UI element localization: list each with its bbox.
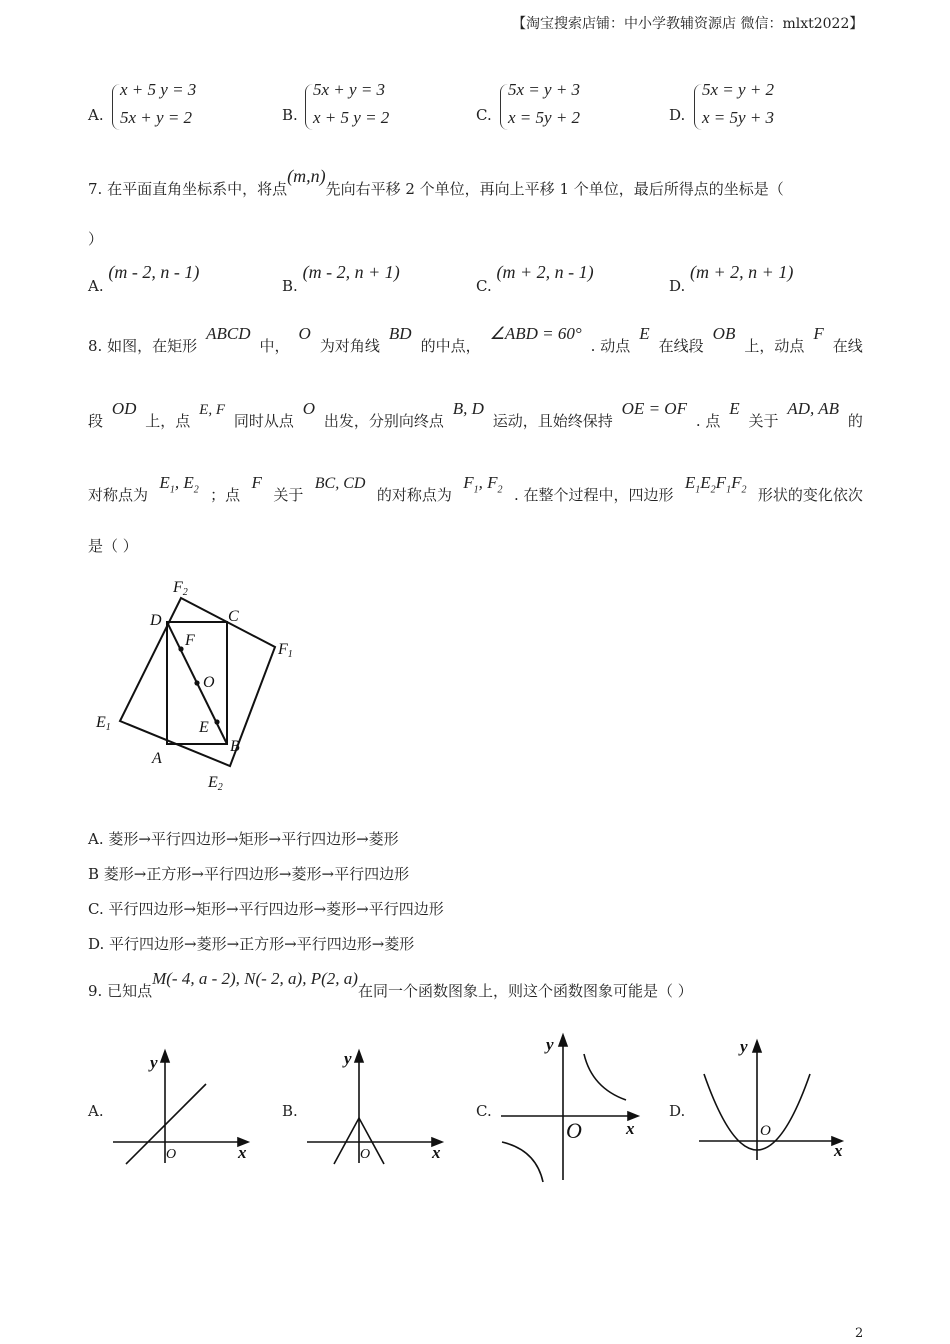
text: 在线段 [658, 337, 704, 355]
subscript: 1 [473, 484, 479, 496]
equation-2: x + 5 y = 2 [313, 108, 390, 127]
q9-stem [88, 969, 693, 1001]
text: . 动点 [590, 337, 631, 355]
equation-2: x = 5y + 3 [702, 108, 775, 127]
hyperbola-branch-1 [584, 1054, 626, 1100]
x-label: x [432, 1143, 441, 1162]
q9-graph-c-label: C. [476, 1102, 492, 1120]
q7-stem [88, 166, 784, 199]
math [159, 473, 198, 495]
q7-option-c [476, 262, 594, 295]
origin-label: O [566, 1118, 582, 1143]
option-label: D. [669, 277, 686, 295]
q9-graph-b-label: B. [282, 1102, 298, 1120]
label-a: A [152, 750, 162, 767]
text: 8. 如图，在矩形 [88, 337, 198, 355]
label-b: B [230, 738, 240, 755]
math: AD, AB [787, 399, 839, 418]
math-part: F [715, 473, 727, 492]
label-f: F [185, 632, 195, 649]
subscript: 1 [169, 484, 175, 496]
y-arrow-icon [753, 1041, 761, 1052]
text: 上，动点 [744, 337, 805, 355]
brace-icon [305, 84, 313, 130]
math: O [298, 324, 311, 343]
text: 在线 [832, 337, 863, 355]
math: E [729, 399, 740, 418]
option-label: B. [282, 277, 298, 295]
q9-graph-d-label: D. [669, 1102, 686, 1120]
q9-graph-b [302, 1048, 452, 1168]
math [685, 473, 747, 495]
text: 段 [88, 412, 104, 430]
y-arrow-icon [161, 1051, 169, 1062]
text: . 在整个过程中，四边形 [513, 486, 674, 504]
q9-graph-d [694, 1036, 854, 1166]
math: F [813, 324, 824, 343]
page-number: 2 [855, 1326, 864, 1341]
q8-line-1 [88, 324, 863, 356]
text: 关于 [273, 486, 304, 504]
brace-icon [694, 84, 702, 130]
q7-option-b [282, 262, 400, 295]
math: B, D [452, 399, 484, 418]
option-label: C. [476, 106, 492, 124]
math-part: E [159, 473, 170, 492]
text: 9. 已知点 [88, 982, 153, 1000]
q8-line-2 [88, 399, 863, 431]
option-value: (m + 2, n - 1) [496, 262, 594, 282]
text: 为对角线 [319, 337, 380, 355]
subscript: 2 [193, 484, 199, 496]
q8-option-d: D. 平行四边形→菱形→正方形→平行四边形→菱形 [88, 935, 415, 953]
q8-option-c: C. 平行四边形→矩形→平行四边形→菱形→平行四边形 [88, 900, 444, 918]
q8-line-3 [88, 473, 863, 507]
q7-option-d [669, 262, 794, 295]
q8-figure [90, 570, 310, 800]
label-d: D [150, 612, 162, 629]
y-label: y [150, 1053, 158, 1072]
y-arrow-icon [355, 1051, 363, 1062]
text: 对称点为 [88, 486, 149, 504]
y-label: y [344, 1049, 352, 1068]
point-o [194, 680, 199, 685]
label-e1: E1 [96, 714, 111, 733]
text: 的对称点为 [376, 486, 452, 504]
option-label: A. [88, 106, 104, 124]
x-label: x [238, 1143, 247, 1162]
equation-1: 5x = y + 3 [508, 80, 581, 99]
origin-label: O [360, 1147, 371, 1162]
q8-line-4: 是（ ） [88, 537, 138, 555]
text: ；点 [210, 486, 241, 504]
math: E, F [199, 402, 225, 418]
brace-icon [112, 84, 120, 130]
subscript: 1 [695, 484, 701, 496]
math-point: (m,n) [287, 166, 326, 186]
equation-2: x = 5y + 2 [508, 108, 581, 127]
math-part: E [684, 473, 696, 492]
option-label: D. [669, 106, 686, 124]
label-c: C [228, 608, 239, 625]
math: ABCD [206, 324, 251, 343]
text: 7. 在平面直角坐标系中，将点 [88, 180, 288, 198]
text: . 点 [695, 412, 721, 430]
q8-option-b: B 菱形→正方形→平行四边形→菱形→平行四边形 [88, 865, 410, 883]
y-label: y [546, 1035, 554, 1054]
text: 中， [259, 337, 290, 355]
math: BD [388, 324, 412, 343]
math: BC, CD [314, 475, 366, 492]
point-f [178, 646, 183, 651]
math-points: M(- 4, a - 2), N(- 2, a), P(2, a) [152, 969, 358, 988]
option-label: C. [476, 277, 492, 295]
y-label: y [740, 1037, 748, 1056]
math: O [302, 399, 316, 418]
q7-option-a [88, 262, 200, 295]
equation-2: 5x + y = 2 [120, 108, 193, 127]
equation-1: 5x = y + 2 [702, 80, 775, 99]
q7-stem-close: ） [88, 230, 104, 248]
label-e2: E2 [208, 774, 223, 793]
math: OD [111, 399, 137, 418]
math: F [251, 473, 262, 492]
math-part: E [700, 473, 711, 492]
subscript: 2 [710, 484, 716, 496]
q9-graph-c [496, 1030, 646, 1185]
point-e [214, 719, 219, 724]
text: 上，点 [145, 412, 191, 430]
label-f1: F1 [278, 641, 293, 660]
q9-graph-a [108, 1048, 258, 1168]
math-part: , E [174, 473, 194, 492]
math: ∠ABD = 60° [489, 324, 582, 343]
text: 同时从点 [233, 412, 294, 430]
math: OB [712, 324, 736, 343]
equation-1: x + 5 y = 3 [120, 80, 197, 99]
label-e: E [199, 719, 209, 736]
text: 出发，分别向终点 [323, 412, 444, 430]
option-value: (m - 2, n - 1) [108, 262, 200, 282]
subscript: 2 [741, 484, 747, 496]
text: 在同一个函数图象上，则这个函数图象可能是（ ） [357, 982, 693, 1000]
text: 形状的变化依次 [757, 486, 863, 504]
option-value: (m - 2, n + 1) [302, 262, 400, 282]
option-label: A. [88, 277, 104, 295]
origin-label: O [166, 1147, 177, 1162]
text: 的中点， [420, 337, 481, 355]
x-label: x [834, 1141, 843, 1160]
y-arrow-icon [559, 1035, 567, 1046]
math: E [639, 324, 650, 343]
text: 关于 [748, 412, 779, 430]
origin-label: O [760, 1123, 771, 1139]
x-label: x [626, 1119, 635, 1138]
equation-1: 5x + y = 3 [313, 80, 386, 99]
text: 先向右平移 2 个单位，再向上平移 1 个单位，最后所得点的坐标是（ [325, 180, 784, 198]
brace-icon [500, 84, 508, 130]
q8-option-a: A. 菱形→平行四边形→矩形→平行四边形→菱形 [88, 830, 399, 848]
math-part: F [731, 473, 742, 492]
math: OE = OF [621, 399, 687, 418]
option-value: (m + 2, n + 1) [690, 262, 794, 282]
subscript: 1 [726, 484, 732, 496]
math [463, 473, 502, 495]
page-header: 【淘宝搜索店铺：中小学教辅资源店 微信：mlxt2022】 [512, 16, 864, 32]
label-o: O [203, 674, 215, 691]
math-part: F [463, 473, 474, 492]
hyperbola-branch-2 [502, 1142, 543, 1182]
q9-graph-a-label: A. [88, 1102, 104, 1120]
subscript: 2 [497, 484, 503, 496]
option-label: B. [282, 106, 298, 124]
text: 的 [847, 412, 863, 430]
label-f2: F2 [173, 579, 188, 598]
math-part: , F [478, 473, 498, 492]
text: 运动，且始终保持 [492, 412, 613, 430]
